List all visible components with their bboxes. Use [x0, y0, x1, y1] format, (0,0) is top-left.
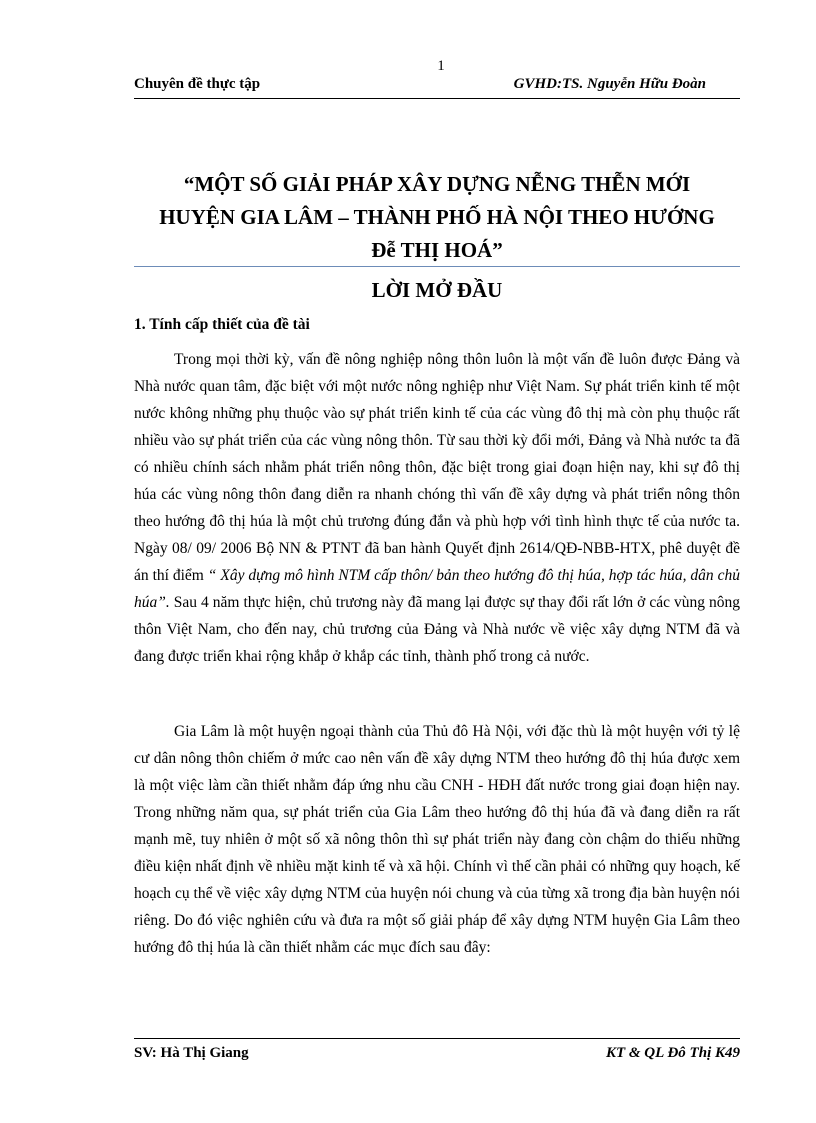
paragraph-1-text: Trong mọi thời kỳ, vấn đề nông nghiệp nông thôn luôn là một vấn đề luôn được Đảng và Nhà nước quan tâm, đặc biệt với một nước nông nghiệp như Việt Nam. Sự phát triển kinh tế một nước không những phụ thuộc vào sự phát triển kinh tế của các vùng đô thị mà còn phụ thuộc rất nhiều vào sự phát triển của các vùng nông thôn. Từ sau thời kỳ đổi mới, Đảng và Nhà nước ta đã có nhiều chính sách nhằm phát triển nông thôn, đặc biệt trong giai đoạn hiện nay, khi sự đô thị húa các vùng nông thôn đang diễn ra nhanh chóng thì vấn đề xây dựng và phát triển nông thôn theo hướng đô thị húa là một chủ trương đúng đắn và phù hợp với tình hình thực tế của nước ta. Ngày 08/ 09/ 2006 Bộ NN & PTNT đã ban hành Quyết định 2614/QĐ-NBB-HTX, phê duyệt đề án thí điểm — [134, 351, 740, 584]
title-line-2: HUYỆN GIA LÂM – THÀNH PHỐ HÀ NỘI THEO HƯỚNG — [159, 205, 715, 229]
paragraph-1-italic-quote: “ Xây dựng mô hình NTM cấp thôn/ bản theo hướng đô thị húa, hợp tác húa, dân chủ húa”. — [134, 567, 740, 611]
footer-left-text: SV: Hà Thị Giang — [134, 1045, 249, 1061]
intro-heading: LỜI MỞ ĐẦU — [371, 278, 503, 302]
title-line-3: Đễ THỊ HOÁ” — [371, 238, 503, 262]
document-title — [134, 168, 740, 267]
page-footer — [134, 1038, 740, 1069]
header-right-text: GVHD:TS. Nguyễn Hữu Đoàn — [513, 76, 706, 92]
page-number: 1 — [437, 58, 445, 74]
paragraph-1-rest: Sau 4 năm thực hiện, chủ trương này đã mang lại được sự thay đổi rất lớn ở các vùng nông thôn Việt Nam, cho đến nay, chủ trương của Đảng và Nhà nước về việc xây dựng NTM đã và đang được triển khai rộng khắp ở khắp các tỉnh, thành phố trong cả nước. — [134, 594, 740, 665]
paragraph-1 — [134, 346, 740, 670]
section-heading: 1. Tính cấp thiết của đề tài — [134, 316, 310, 333]
header-left-text: Chuyên đề thực tập — [134, 76, 261, 92]
title-line-1: “MỘT SỐ GIẢI PHÁP XÂY DỰNG NỄNG THỄN MỚI — [183, 172, 691, 196]
footer-right-text: KT & QL Đô Thị K49 — [605, 1045, 740, 1061]
title-divider — [134, 266, 740, 267]
paragraph-2: Gia Lâm là một huyện ngoại thành của Thủ đô Hà Nội, với đặc thù là một huyện với tỷ lệ cư dân nông thôn chiếm ở mức cao nên vấn đề xây dựng NTM theo hướng đô thị húa được xem là một việc làm cần thiết nhằm đáp ứng nhu cầu CNH - HĐH đất nước trong giai đoạn hiện nay. Trong những năm qua, sự phát triển của Gia Lâm theo hướng đô thị húa đã và đang diễn ra rất mạnh mẽ, tuy nhiên ở một số xã nông thôn thì sự phát triển này đang còn chậm do thiếu những điều kiện nhất định về nhiều mặt kinh tế và xã hội. Chính vì thế cần phải có những quy hoạch, kế hoạch cụ thể về việc xây dựng NTM của huyện nói chung và của từng xã trong địa bàn huyện nói riêng. Do đó việc nghiên cứu và đưa ra một số giải pháp để xây dựng NTM huyện Gia Lâm theo hướng đô thị húa là cần thiết nhằm các mục đích sau đây: — [134, 723, 740, 956]
page-header — [134, 76, 740, 99]
